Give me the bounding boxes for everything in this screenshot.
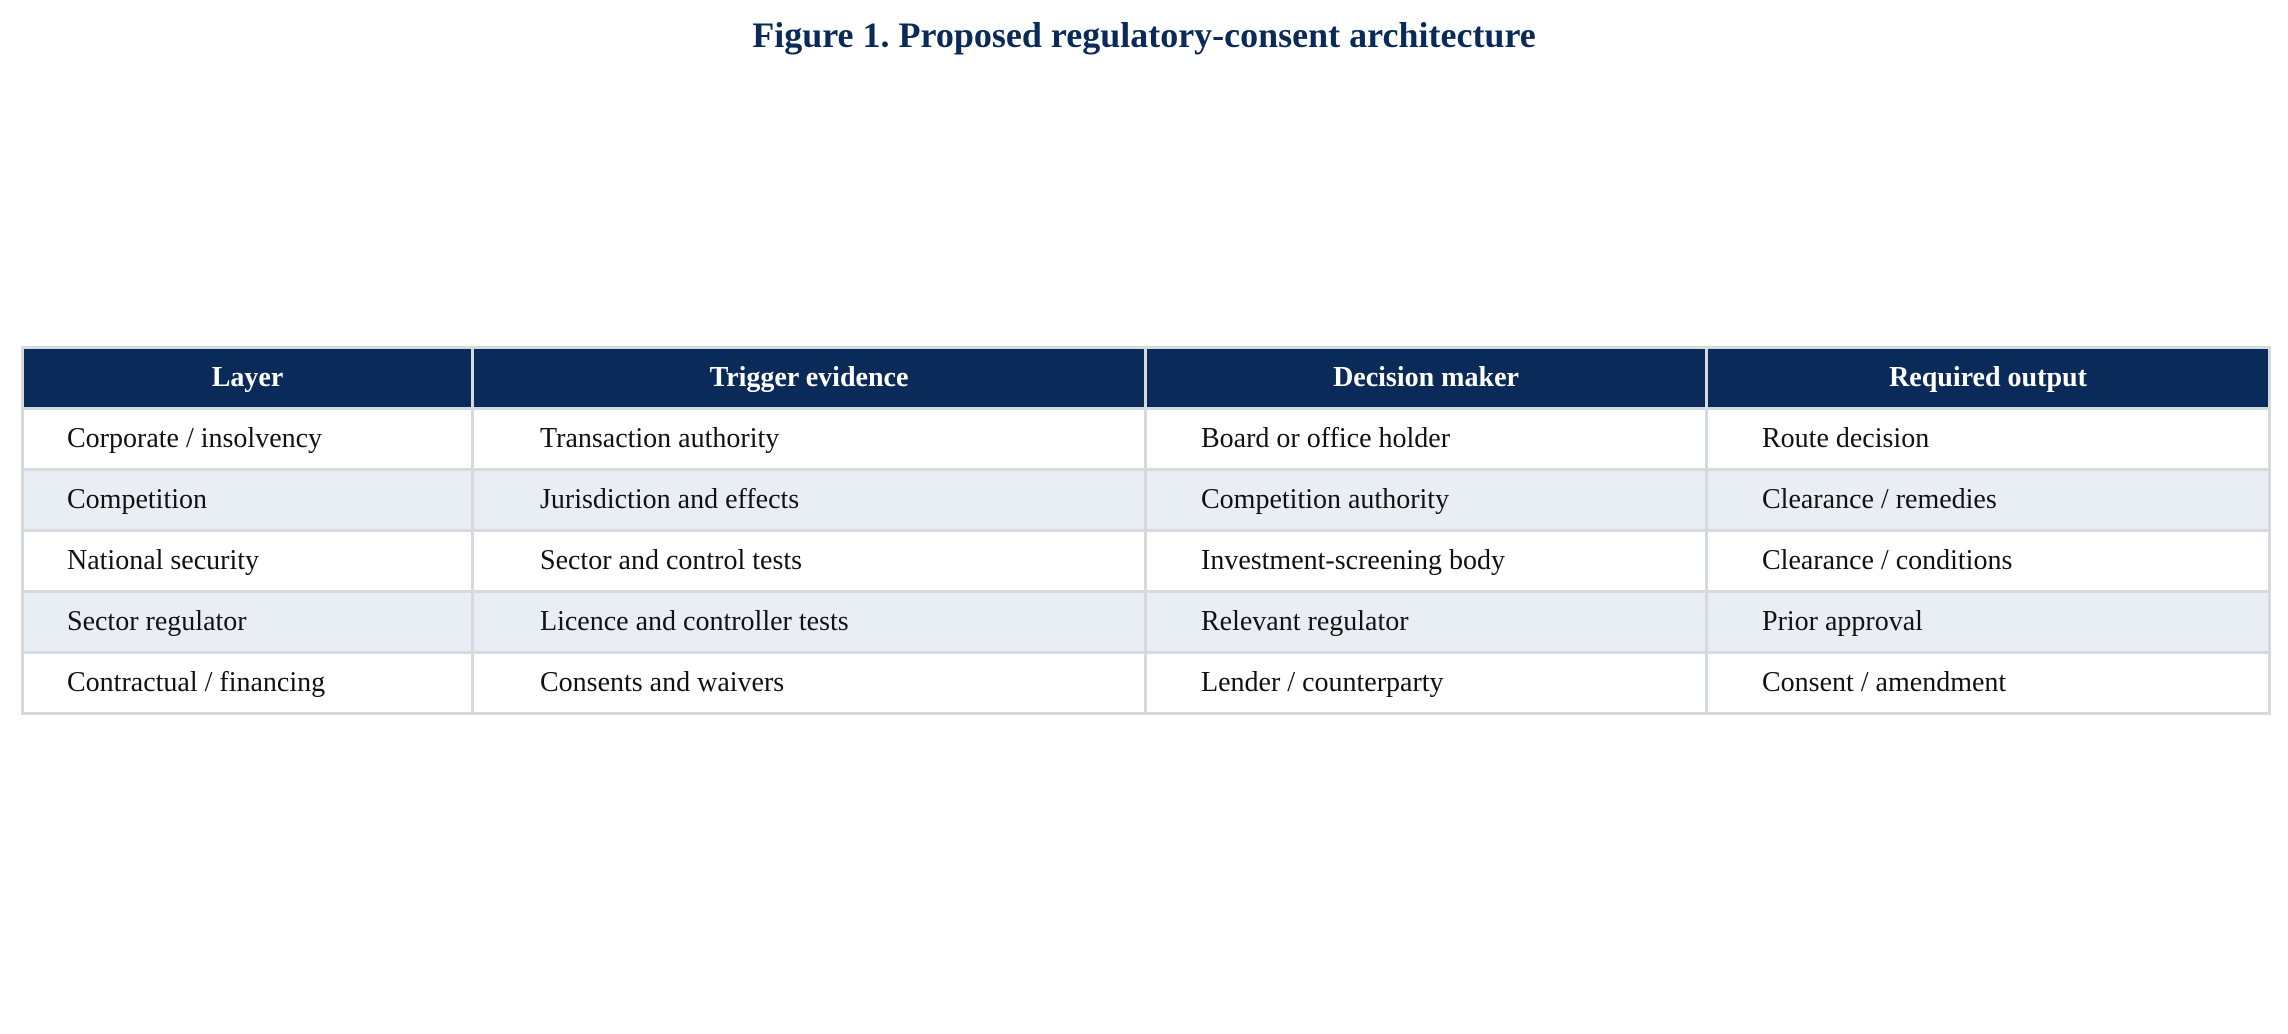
cell-decision-maker: Competition authority [1146, 470, 1707, 531]
table-row [23, 531, 2270, 592]
header-decision-maker: Decision maker [1146, 348, 1707, 409]
header-layer: Layer [23, 348, 473, 409]
cell-layer: Corporate / insolvency [23, 409, 473, 470]
consent-architecture-table-wrapper [21, 346, 2268, 715]
cell-required-output: Clearance / conditions [1707, 531, 2270, 592]
header-required-output: Required output [1707, 348, 2270, 409]
consent-architecture-table [21, 346, 2271, 715]
cell-required-output: Clearance / remedies [1707, 470, 2270, 531]
cell-trigger-evidence: Jurisdiction and effects [473, 470, 1146, 531]
figure-title: Figure 1. Proposed regulatory-consent architecture [752, 15, 1536, 55]
cell-layer: Sector regulator [23, 592, 473, 653]
cell-layer: Competition [23, 470, 473, 531]
header-trigger-evidence: Trigger evidence [473, 348, 1146, 409]
table-row [23, 470, 2270, 531]
cell-trigger-evidence: Licence and controller tests [473, 592, 1146, 653]
cell-layer: Contractual / financing [23, 653, 473, 714]
cell-required-output: Route decision [1707, 409, 2270, 470]
cell-layer: National security [23, 531, 473, 592]
table-row [23, 592, 2270, 653]
table-row [23, 653, 2270, 714]
table-row [23, 409, 2270, 470]
table-header-row [23, 348, 2270, 409]
cell-decision-maker: Lender / counterparty [1146, 653, 1707, 714]
cell-required-output: Consent / amendment [1707, 653, 2270, 714]
cell-decision-maker: Board or office holder [1146, 409, 1707, 470]
cell-decision-maker: Investment-screening body [1146, 531, 1707, 592]
cell-decision-maker: Relevant regulator [1146, 592, 1707, 653]
cell-trigger-evidence: Sector and control tests [473, 531, 1146, 592]
cell-required-output: Prior approval [1707, 592, 2270, 653]
cell-trigger-evidence: Transaction authority [473, 409, 1146, 470]
cell-trigger-evidence: Consents and waivers [473, 653, 1146, 714]
